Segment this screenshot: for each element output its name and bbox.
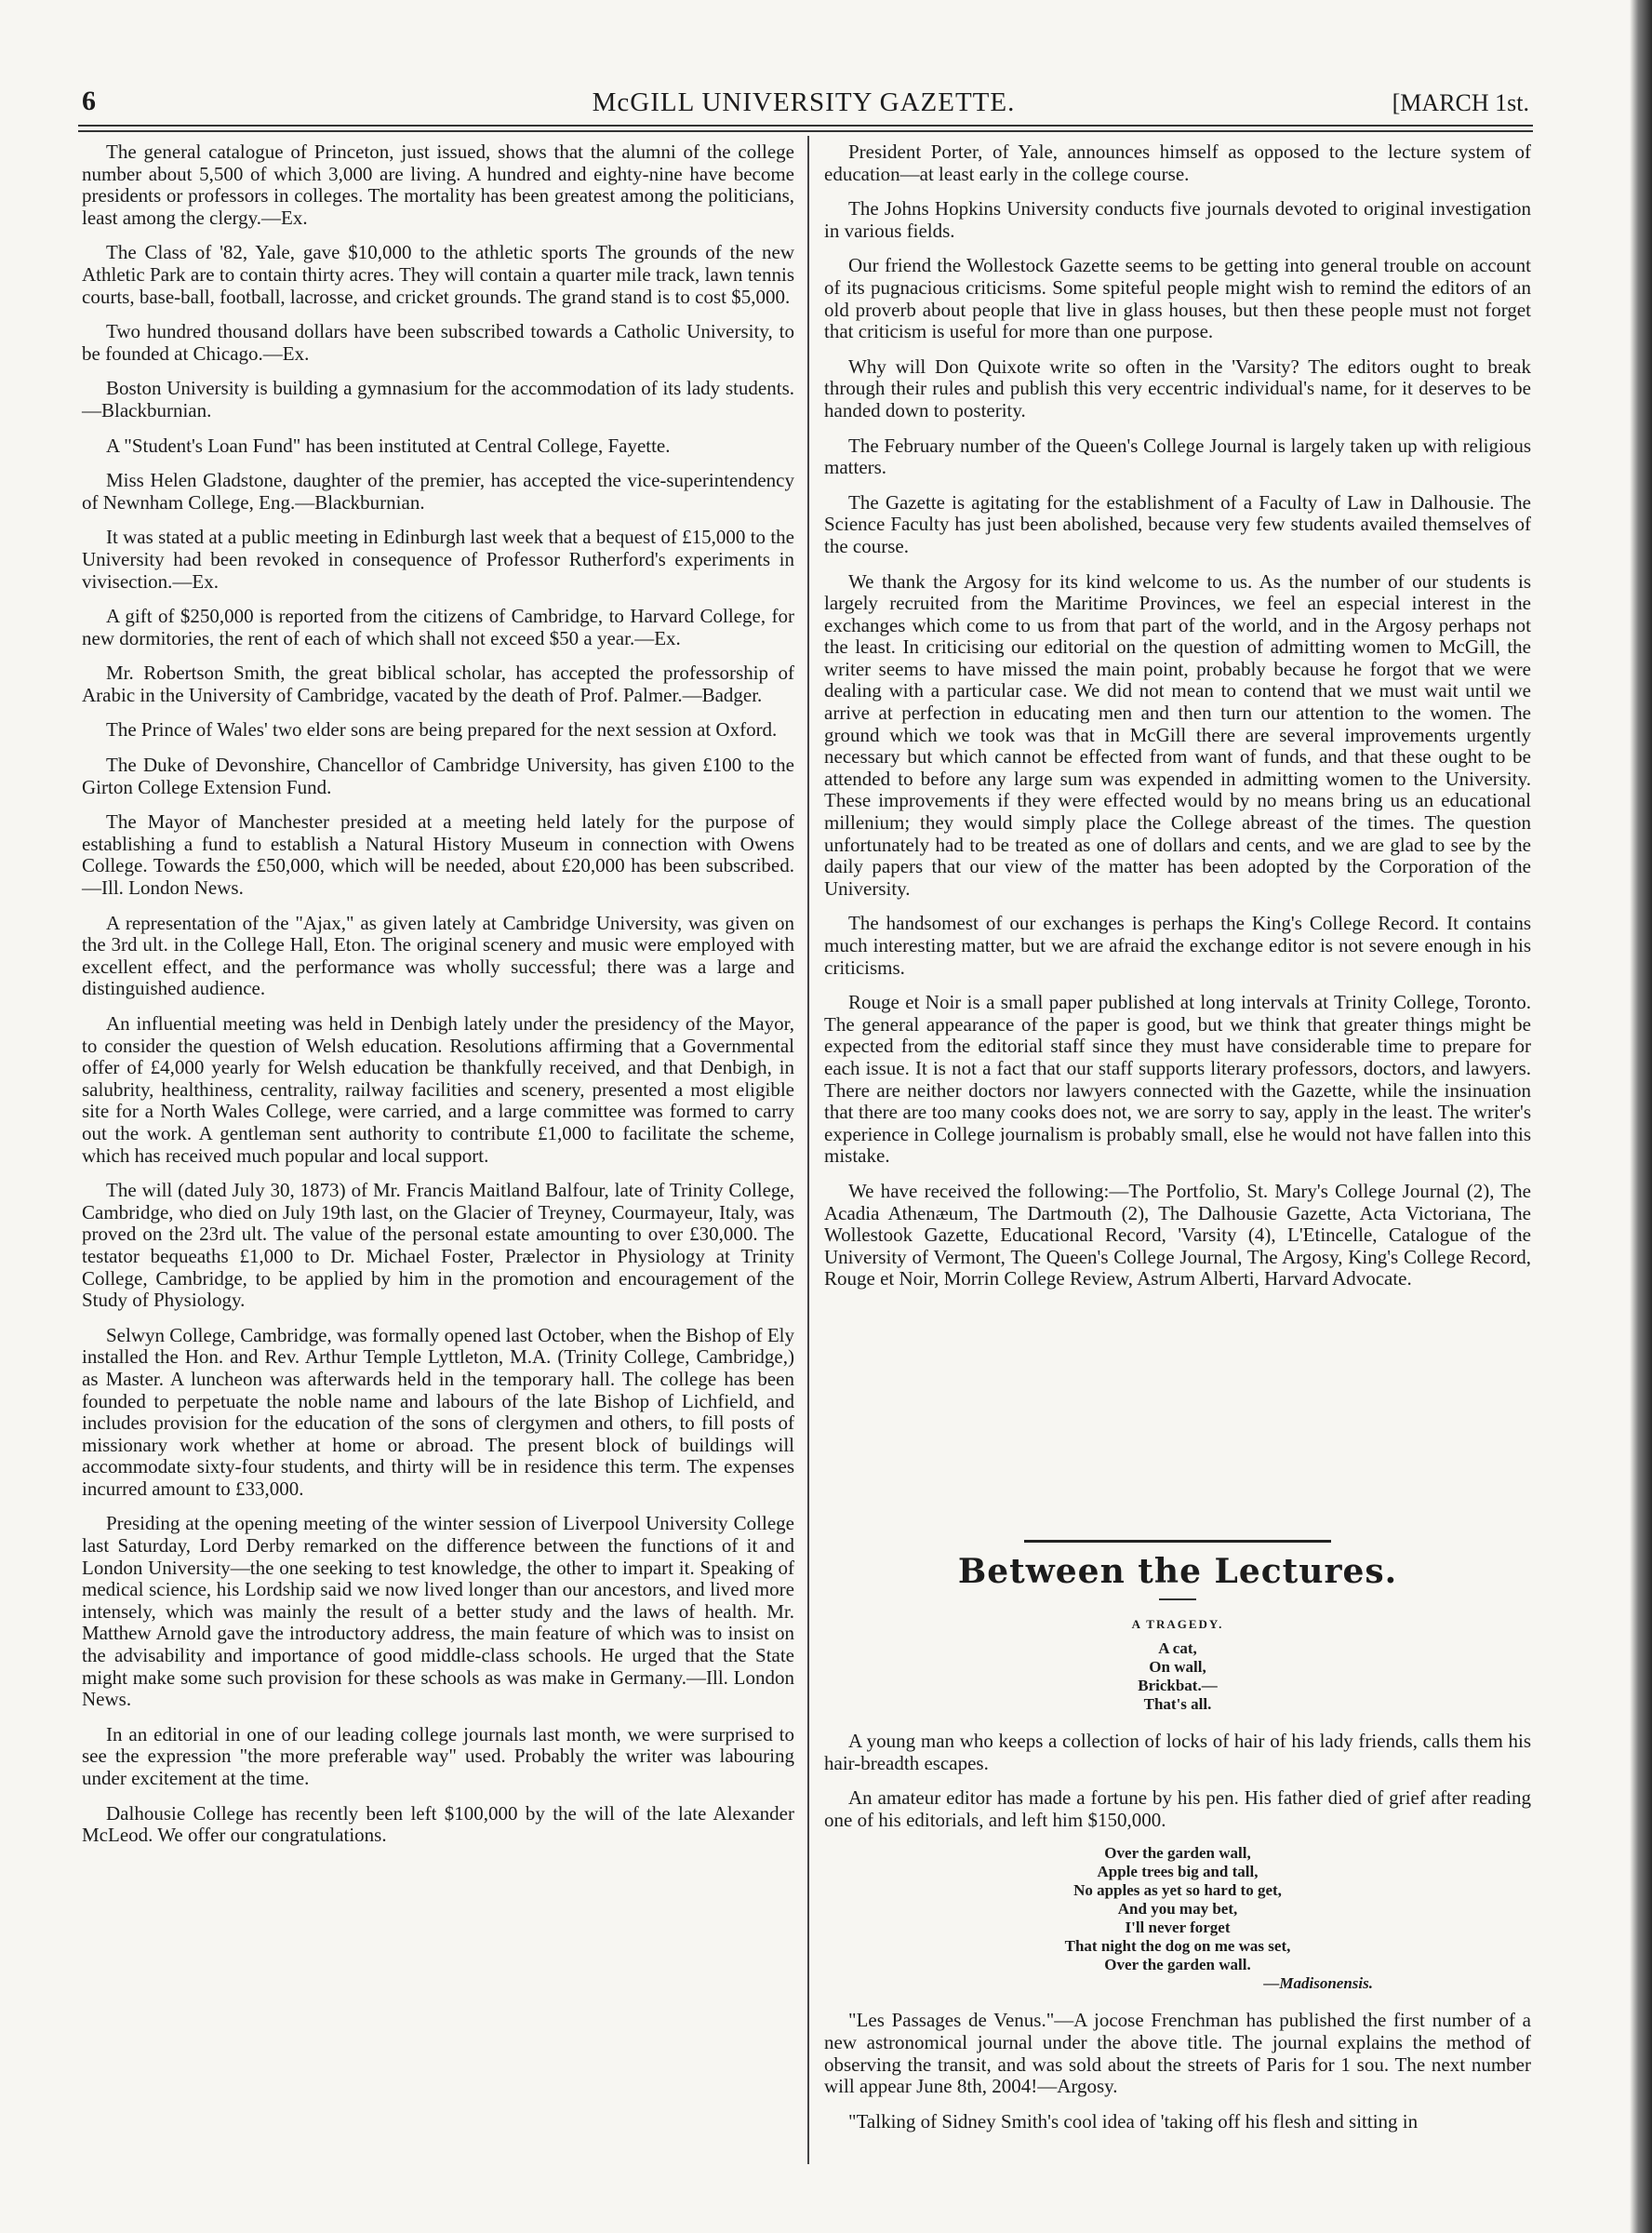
between-the-lectures-section (824, 1540, 1531, 2146)
poem (824, 1639, 1531, 1714)
news-item: Two hundred thousand dollars have been subscribed towards a Catholic University, to be founded at Chicago.—Ex. (82, 320, 794, 365)
news-item: A representation of the "Ajax," as given lately at Cambridge University, was given on the 3rd ult. in the College Hall, Eton. The original scenery and music were employed with excellent effect, and the performance was wholly successful; there was a large and distinguished audience. (82, 911, 794, 1000)
column-divider (807, 136, 809, 2164)
news-item: Miss Helen Gladstone, daughter of the premier, has accepted the vice-superintendency of Newnham College, Eng.—Blackburnian. (82, 469, 794, 514)
section-rule (1024, 1540, 1331, 1543)
joke-item: "Les Passages de Venus."—A jocose Frenchman has published the first number of a new astronomical journal under the above title. The journal explains the method of observing the transit, and was sold about the streets of Paris for 1 sou. The next number will appear June 8th, 2004!—Argosy. (824, 2009, 1531, 2098)
issue-date: [MARCH 1st. (1392, 89, 1529, 116)
news-item: Presiding at the opening meeting of the winter session of Liverpool University College last Saturday, Lord Derby remarked on the difference between the functions of it and London University—the one seeking to test knowledge, the other to impart it. Speaking of medical science, his Lordship said we now lived longer than our ancestors, and lived more intensely, which was mainly the result of a better study and the laws of health. Mr. Matthew Arnold gave the introductory address, the main feature of which was to insist on the advisability and importance of good middle-class schools. He urged that the State might make some such provision for these schools as was make in Germany.—Ill. London News. (82, 1512, 794, 1711)
poem-line: A cat, (1158, 1639, 1197, 1657)
news-item: The Mayor of Manchester presided at a meeting held lately for the purpose of establishing a fund to establish a Natural History Museum in connection with Owens College. Towards the £50,000, which will be needed, about £20,000 has been subscribed.—Ill. London News. (82, 810, 794, 900)
header-rule-bottom (78, 130, 1533, 132)
verse-line: Over the garden wall, (1104, 1844, 1251, 1863)
news-item: The Prince of Wales' two elder sons are being prepared for the next session at Oxford. (106, 718, 778, 742)
page-number: 6 (82, 86, 96, 116)
news-item: Selwyn College, Cambridge, was formally opened last October, when the Bishop of Ely installed the Hon. and Rev. Arthur Temple Lyttleton, M.A. (Trinity College, Cambridge,) as Master. A luncheon was afterwards held in the temporary hall. The college has been founded to perpetuate the noble name and labours of the late Bishop of Lichfield, and includes provision for the education of the sons of clergymen and others, to fill posts of missionary work whether at home or abroad. The present block of buildings will accommodate sixty-four students, and thirty will be in residence this term. The expenses incurred amount to £33,000. (82, 1323, 794, 1500)
joke-item: "Talking of Sidney Smith's cool idea of 'taking off his flesh and sitting in (848, 2109, 1419, 2133)
news-item: Why will Don Quixote write so often in the 'Varsity? The editors ought to break through their rules and publish this very eccentric individual's name, for it deserves to be handed down to posterity. (824, 354, 1531, 421)
left-column (82, 141, 794, 1860)
verse-line: And you may bet, (1117, 1900, 1238, 1919)
verse (824, 1844, 1531, 1993)
news-item: The Johns Hopkins University conducts five journals devoted to original investigation in various fields. (824, 197, 1531, 242)
news-item: The will (dated July 30, 1873) of Mr. Francis Maitland Balfour, late of Trinity College, Cambridge, who died on July 19th last, on the Glacier of Treyney, Courmayeur, Italy, was proved on the 23rd ult. The value of the personal estate amounting to over £30,000. The testator bequeaths £1,000 to Dr. Michael Foster, Prælector in Physiology at Trinity College, Cambridge, to be applied by him in the promotion and encouragement of the Study of Physiology. (82, 1179, 794, 1312)
news-item: A gift of $250,000 is reported from the citizens of Cambridge, to Harvard College, for new dormitories, the rent of each of which shall not exceed $50 a year.—Ex. (82, 605, 794, 649)
poem-title: A TRAGEDY. (1131, 1617, 1224, 1631)
verse-line: Apple trees big and tall, (1097, 1863, 1259, 1881)
news-item: The handsomest of our exchanges is perhaps the King's College Record. It contains much interesting matter, but we are afraid the exchange editor is not severe enough in his criticisms. (824, 912, 1531, 979)
news-item: Boston University is building a gymnasium for the accommodation of its lady students.—Blackburnian. (82, 377, 794, 421)
news-item: The Duke of Devonshire, Chancellor of Cambridge University, has given £100 to the Girton College Extension Fund. (82, 754, 794, 798)
news-item: It was stated at a public meeting in Edinburgh last week that a bequest of £15,000 to the University had been revoked in consequence of Professor Rutherford's experiments in vivisection.—Ex. (82, 526, 794, 593)
news-item: A "Student's Loan Fund" has been instituted at Central College, Fayette. (106, 434, 671, 457)
poem-line: That's all. (1143, 1695, 1212, 1713)
news-item: Rouge et Noir is a small paper published at long intervals at Trinity College, Toronto. The general appearance of the paper is good, but we think that greater things might be expected from the editorial staff since they must have considerable time to prepare for each issue. It is not a fact that our staff supports literary professors, doctors, and lawyers. There are neither doctors nor lawyers connected with the Gazette, while the insinuation that there are too many cooks does not, we are sorry to say, apply in the least. The writer's experience in College journalism is probably small, else he would not have fallen into this mistake. (824, 991, 1531, 1168)
news-item: The February number of the Queen's College Journal is largely taken up with religious matters. (824, 434, 1531, 479)
joke-item: A young man who keeps a collection of locks of hair of his lady friends, calls them his hair-breadth escapes. (824, 1730, 1531, 1774)
verse-line: No apples as yet so hard to get, (1073, 1881, 1282, 1900)
gazette-title: McGILL UNIVERSITY GAZETTE. (592, 87, 1016, 117)
verse-attribution: —Madisonensis. (1263, 1974, 1373, 1993)
verse-line: That night the dog on me was set, (1064, 1937, 1291, 1956)
verse-line: Over the garden wall. (1104, 1956, 1251, 1974)
poem-line: Brickbat.— (1138, 1677, 1218, 1694)
news-item: Our friend the Wollestock Gazette seems to be getting into general trouble on account of its pugnacious criticisms. Some spiteful people might wish to remind the editors of an old proverb about people that live in glass houses, but then these people must not forget that criticism is useful for more than one purpose. (824, 254, 1531, 343)
news-item: The general catalogue of Princeton, just issued, shows that the alumni of the college number about 5,500 of which 3,000 are living. A hundred and eighty-nine have become presidents or professors in colleges. The mortality has been greatest among the politicians, least among the clergy.—Ex. (82, 140, 794, 229)
section-title-underline (1159, 1598, 1196, 1600)
joke-item: An amateur editor has made a fortune by his pen. His father died of grief after reading one of his editorials, and left him $150,000. (824, 1786, 1531, 1831)
right-column (824, 141, 1531, 1304)
section-title: Between the Lectures. (957, 1552, 1398, 1591)
verse-line: I'll never forget (1125, 1919, 1231, 1937)
page-header (78, 86, 1529, 123)
news-item: Dalhousie College has recently been left $100,000 by the will of the late Alexander McLeod. We offer our congratulations. (82, 1801, 794, 1847)
news-item: The Class of '82, Yale, gave $10,000 to the athletic sports The grounds of the new Athletic Park are to contain thirty acres. They will contain a quarter mile track, lawn tennis courts, base-ball, football, lacrosse, and cricket grounds. The grand stand is to cost $5,000. (82, 241, 794, 308)
header-rule-top (78, 125, 1533, 127)
news-item: We thank the Argosy for its kind welcome to us. As the number of our students is largely recruited from the Maritime Provinces, we feel an especial interest in the exchanges which come to us from that part of the world, and in the Argosy perhaps not the least. In criticising our editorial on the question of admitting women to McGill, the writer seems to have missed the main point, probably because he forgot that we were dealing with a particular case. We did not mean to contend that we must wait until we arrive at perfection in educating men and then turn our attention to the women. The ground which we took was that in McGill there are several improvements urgently necessary but which cannot be effected from want of funds, and that these ought to be attended to before any large sum was expended in admitting women to the University. These improvements if they were effected would by no means bring us an educational millenium; they would simply place the College abreast of the times. The question unfortunately had to be treated as one of dollars and cents, and we are glad to see by the daily papers that our view of the matter has been adopted by the Corporation of the University. (824, 569, 1531, 900)
news-item: Mr. Robertson Smith, the great biblical scholar, has accepted the professorship of Arabic in the University of Cambridge, vacated by the death of Prof. Palmer.—Badger. (82, 662, 794, 706)
news-item: President Porter, of Yale, announces himself as opposed to the lecture system of education—at least early in the college course. (824, 140, 1531, 185)
page-edge-shadow (1630, 0, 1652, 2233)
poem-line: On wall, (1149, 1658, 1206, 1676)
news-item: An influential meeting was held in Denbigh lately under the presidency of the Mayor, to consider the question of Welsh education. Resolutions affirming that a Governmental offer of £4,000 yearly for Welsh education be thankfully received, and that Denbigh, in salubrity, healthiness, centrality, railway facilities and scenery, presented a most eligible site for a North Wales College, were carried, and a large committee was formed to carry out the work. A gentleman sent authority to contribute £1,000 to facilitate the scheme, which has received much popular and local support. (82, 1012, 794, 1167)
exchanges-received: We have received the following:—The Portfolio, St. Mary's College Journal (2), The Acadia Athenæum, The Dartmouth (2), The Dalhousie Gazette, Acta Victoriana, The Wollestook Gazette, Educational Record, 'Varsity (4), L'Etincelle, Catalogue of the University of Vermont, The Queen's College Journal, The Argosy, King's College Record, Rouge et Noir, Morrin College Review, Astrum Alberti, Harvard Advocate. (824, 1179, 1531, 1290)
news-item: In an editorial in one of our leading college journals last month, we were surprised to see the expression "the more preferable way" used. Probably the writer was labouring under excitement at the time. (82, 1722, 794, 1789)
news-item: The Gazette is agitating for the establishment of a Faculty of Law in Dalhousie. The Science Faculty has just been abolished, because very few students availed themselves of the course. (824, 490, 1531, 557)
